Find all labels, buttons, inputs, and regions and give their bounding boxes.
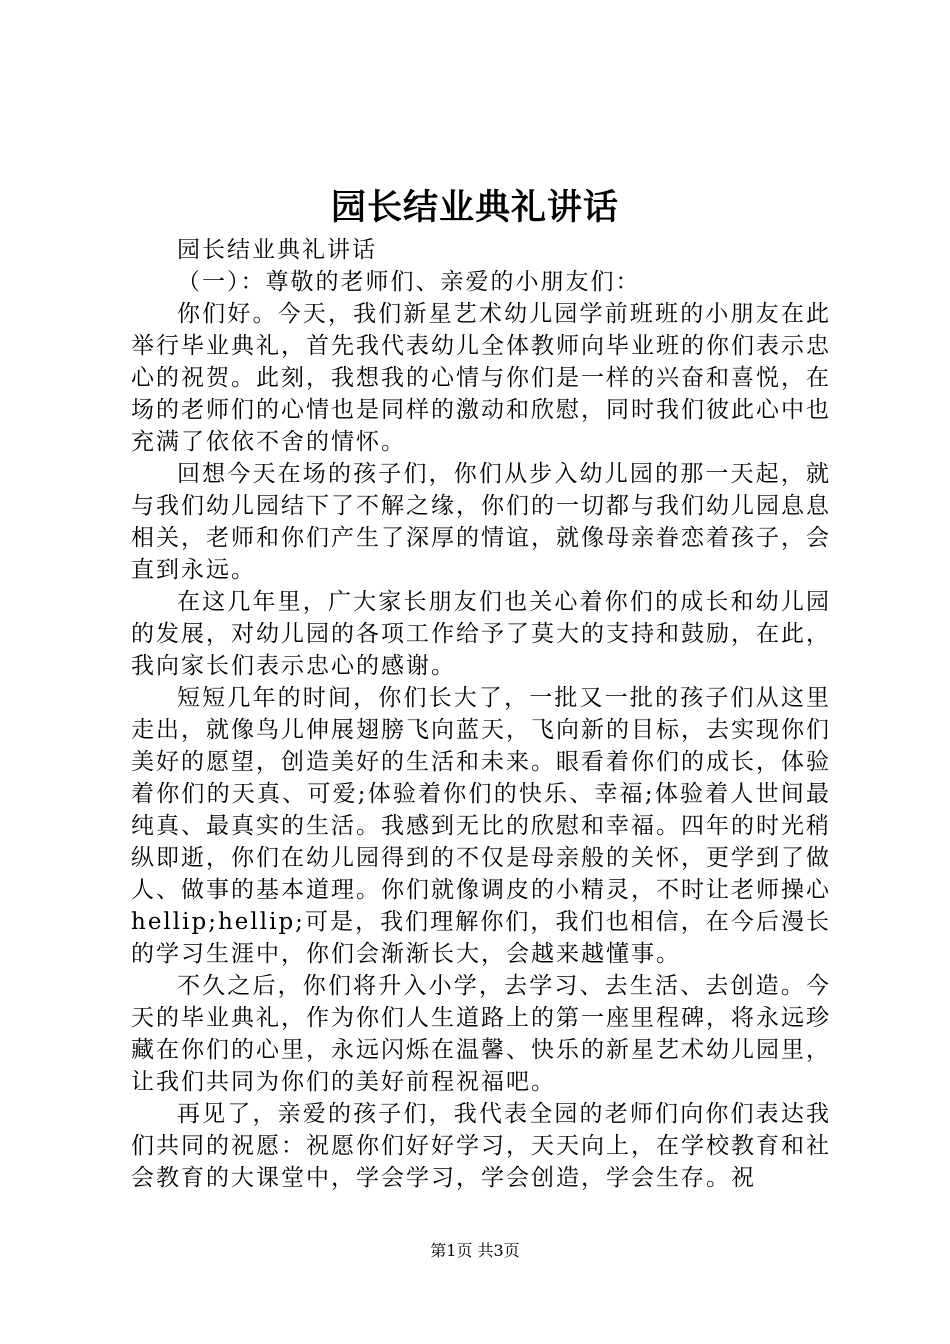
paragraph-salutation: （一）：尊敬的老师们、亲爱的小朋友们： xyxy=(177,269,641,295)
paragraph: 短短几年的时间，你们长大了，一批又一批的孩子们从这里走出，就像鸟儿伸展翅膀飞向蓝天，飞向新的目标，去实现你们美好的愿望，创造美好的生活和未来。眼看着你们的成长，体验着你们的天真、可爱;体验着你们的快乐、幸福;体验着人世间最纯真、最真实的生活。我感到无比的欣慰和幸福。四年的时光稍纵即逝，你们在幼儿园得到的不仅是母亲般的关怀，更学到了做人、做事的基本道理。你们就像调皮的小精灵，不时让老师操心hellip;hellip;可是，我们理解你们，我们也相信，在今后漫长的学习生涯中，你们会渐渐长大，会越来越懂事。 xyxy=(131,685,831,967)
document-title: 园长结业典礼讲话 xyxy=(330,187,619,228)
page-number-footer: 第1页 共3页 xyxy=(430,1241,520,1260)
paragraph: 回想今天在场的孩子们，你们从步入幼儿园的那一天起，就与我们幼儿园结下了不解之缘，你们的一切都与我们幼儿园息息相关，老师和你们产生了深厚的情谊，就像母亲眷恋着孩子，会直到永远。 xyxy=(131,461,831,583)
paragraph: 你们好。今天，我们新星艺术幼儿园学前班班的小朋友在此举行毕业典礼，首先我代表幼儿全体教师向毕业班的你们表示忠心的祝贺。此刻，我想我的心情与你们是一样的兴奋和喜悦，在场的老师们的心情也是同样的激动和欣慰，同时我们彼此心中也充满了依依不舍的情怀。 xyxy=(131,301,831,455)
paragraph: 再见了，亲爱的孩子们，我代表全园的老师们向你们表达我们共同的祝愿：祝愿你们好好学习，天天向上，在学校教育和社会教育的大课堂中，学会学习，学会创造，学会生存。祝 xyxy=(131,1101,831,1191)
paragraph-subtitle: 园长结业典礼讲话 xyxy=(177,237,377,263)
paragraph: 在这几年里，广大家长朋友们也关心着你们的成长和幼儿园的发展，对幼儿园的各项工作给予了莫大的支持和鼓励，在此，我向家长们表示忠心的感谢。 xyxy=(131,589,831,679)
document-body xyxy=(131,234,831,1194)
paragraph: 不久之后，你们将升入小学，去学习、去生活、去创造。今天的毕业典礼，作为你们人生道路上的第一座里程碑，将永远珍藏在你们的心里，永远闪烁在温馨、快乐的新星艺术幼儿园里，让我们共同为你们的美好前程祝福吧。 xyxy=(131,973,831,1095)
